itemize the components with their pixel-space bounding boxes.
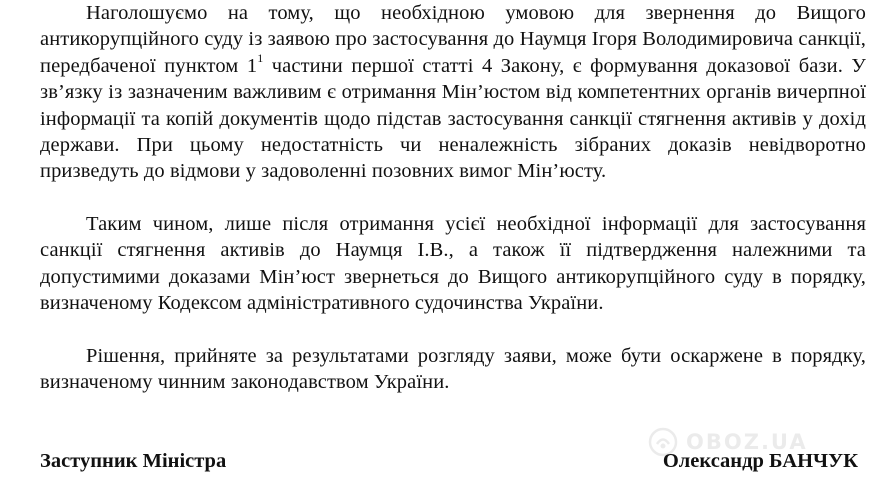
paragraph-evidence-base	[40, 0, 866, 185]
watermark-text: OBOZ.UA	[686, 430, 808, 454]
paragraph-appeal: Рішення, прийняте за результатами розгляду заяви, може бути оскаржене в порядку, визначеному чинним законодавством України.	[40, 345, 866, 394]
superscript-footnote: 1	[257, 50, 264, 65]
paragraph-1-text: Наголошуємо на тому, що необхідною умовою для звернення до Вищого антикорупційного суду із заявою про застосування до Наумця Ігоря Володимировича санкції, передбаченої пунктом 1	[40, 2, 866, 77]
paragraph-conclusion: Таким чином, лише після отримання усієї необхідної інформації для застосування санкції стягнення активів до Наумця І.В., а також її підтвердження належними та допустимими доказами Мін’юст звернеться до Вищого антикорупційного суду в порядку, визначеному Кодексом адміністративного судочинства України.	[40, 213, 866, 315]
signatory-name: Олександр БАНЧУК	[662, 450, 858, 472]
signatory-position: Заступник Міністра	[40, 450, 227, 472]
paragraph-1-text-continued: частини першої статті 4 Закону, є формування доказової бази. У зв’язку із зазначеним важливим є отримання Мін’юстом від компетентних органів вичерпної інформації та копій документів щодо підстав застосування санкції стягнення активів у дохід держави. При цьому недостатність чи неналежність зібраних доказів невідворотно призведуть до відмови у задоволенні позовних вимог Мін’юсту.	[40, 54, 866, 183]
